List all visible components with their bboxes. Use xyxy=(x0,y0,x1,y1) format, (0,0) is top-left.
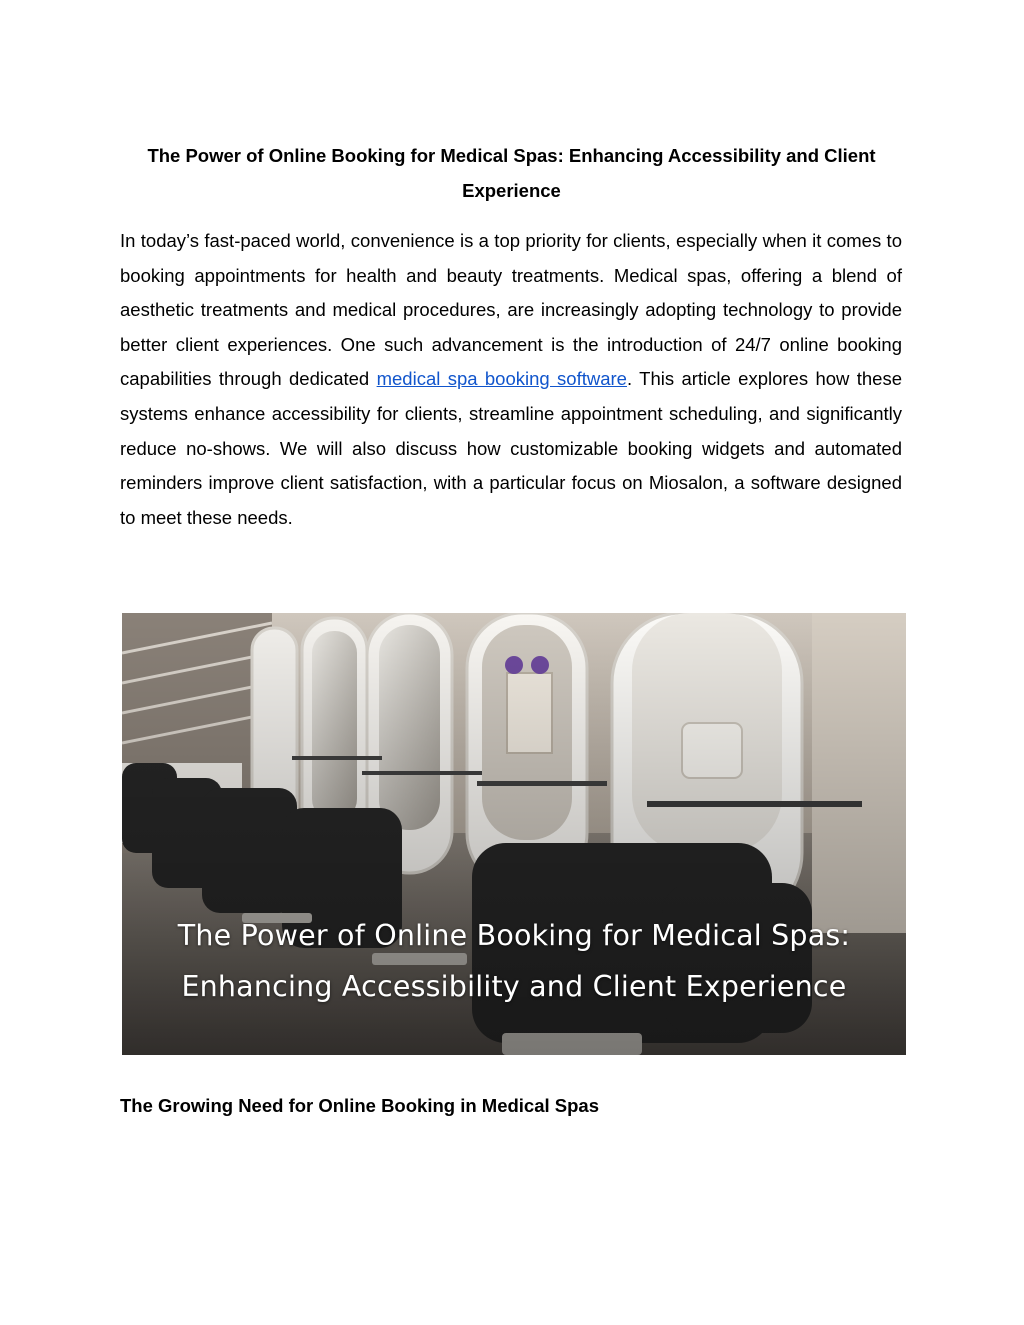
hero-caption-line-2: Enhancing Accessibility and Client Experience xyxy=(181,970,847,1003)
intro-text-before-link: In today’s fast-paced world, convenience is a top priority for clients, especially when it comes to booking appointments for health and beauty treatments. Medical spas, offering a blend of aesthetic treatments and medical procedures, are increasingly adopting technology to provide better client experiences. One such advancement is the introduction of 24/7 online booking capabilities through dedicated xyxy=(120,230,902,390)
intro-paragraph xyxy=(120,224,902,535)
hero-caption-line-1: The Power of Online Booking for Medical Spas: xyxy=(177,919,851,952)
hero-image xyxy=(122,613,906,1055)
medical-spa-booking-software-link[interactable]: medical spa booking software xyxy=(376,368,627,390)
intro-text-after-link: . This article explores how these systems enhance accessibility for clients, streamline appointment scheduling, and significantly reduce no-shows. We will also discuss how customizable booking widgets and automated reminders improve client satisfaction, with a particular focus on Miosalon, a software designed to meet these needs. xyxy=(120,368,903,528)
section-heading: The Growing Need for Online Booking in Medical Spas xyxy=(120,1095,599,1116)
page-title: The Power of Online Booking for Medical Spas: Enhancing Accessibility and Client Experience xyxy=(147,145,876,201)
